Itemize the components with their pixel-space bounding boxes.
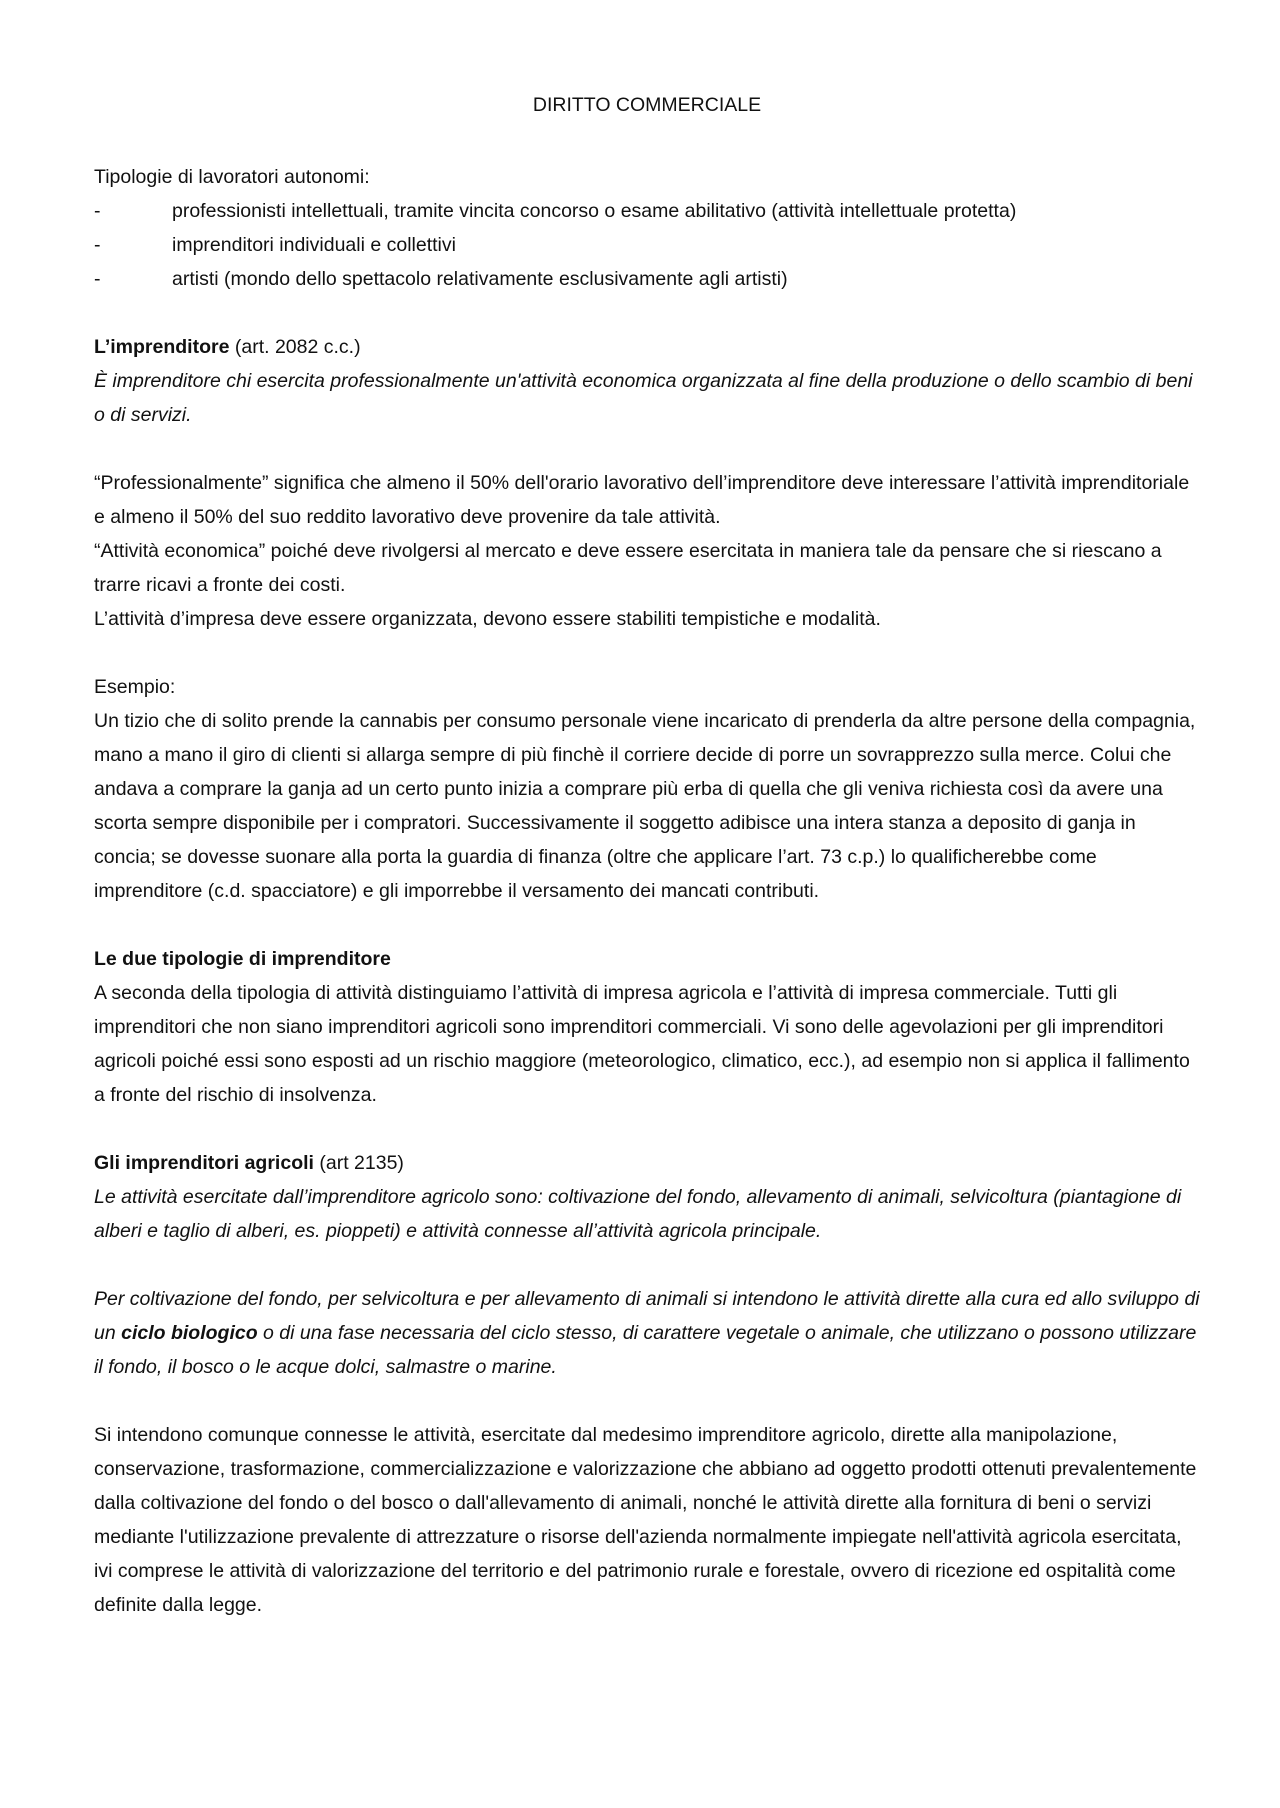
esempio-label: Esempio: bbox=[94, 676, 176, 698]
professionalmente-paragraph: “Professionalmente” significa che almeno il 50% dell'orario lavorativo dell’imprenditore deve interessare l’attività imprenditoriale e almeno il 50% del suo reddito lavorativo deve provenire da tale attività. bbox=[94, 472, 1190, 528]
list-item bbox=[94, 262, 1200, 296]
list-dash: - bbox=[94, 234, 101, 256]
p2-after: o di una fase necessaria del ciclo stesso, di carattere vegetale o animale, che utilizzano o possono utilizzare il fondo, il bosco o le acque dolci, salmastre o marine. bbox=[94, 1322, 1197, 1378]
agricoli-heading bbox=[94, 1146, 1200, 1180]
agricoli-paragraph-2 bbox=[94, 1282, 1200, 1384]
list-item bbox=[94, 194, 1200, 228]
list-item-text: imprenditori individuali e collettivi bbox=[172, 234, 456, 256]
list-item-text: professionisti intellettuali, tramite vincita concorso o esame abilitativo (attività intellettuale protetta) bbox=[172, 200, 1017, 222]
list-item bbox=[94, 228, 1200, 262]
heading-ref: (art 2135) bbox=[313, 1152, 404, 1174]
heading-bold: Gli imprenditori agricoli bbox=[94, 1152, 314, 1174]
list-dash: - bbox=[94, 200, 101, 222]
document-page bbox=[94, 88, 1200, 1622]
attivita-economica-paragraph: “Attività economica” poiché deve rivolgersi al mercato e deve essere esercitata in maniera tale da pensare che si riescano a trarre ricavi a fronte dei costi. bbox=[94, 540, 1162, 596]
ciclo-biologico-term: ciclo biologico bbox=[121, 1322, 258, 1344]
list-dash: - bbox=[94, 268, 101, 290]
agricoli-paragraph-1: Le attività esercitate dall’imprenditore agricolo sono: coltivazione del fondo, allevamento di animali, selvicoltura (piantagione di alberi e taglio di alberi, es. pioppeti) e attività connesse all’attività agricola principale. bbox=[94, 1186, 1182, 1242]
heading-bold: L’imprenditore bbox=[94, 336, 230, 358]
worker-types-list bbox=[94, 194, 1200, 296]
heading-ref: (art. 2082 c.c.) bbox=[229, 336, 361, 358]
intro-heading: Tipologie di lavoratori autonomi: bbox=[94, 166, 370, 188]
imprenditore-definition: È imprenditore chi esercita professionalmente un'attività economica organizzata al fine della produzione o dello scambio di beni o di servizi. bbox=[94, 370, 1193, 426]
tipologie-text: A seconda della tipologia di attività distinguiamo l’attività di impresa agricola e l’attività di impresa commerciale. Tutti gli imprenditori che non siano imprenditori agricoli sono imprenditori commerciali. Vi sono delle agevolazioni per gli imprenditori agricoli poiché essi sono esposti ad un rischio maggiore (meteorologico, climatico, ecc.), ad esempio non si applica il fallimento a fronte del rischio di insolvenza. bbox=[94, 982, 1190, 1106]
organizzata-paragraph: L’attività d’impresa deve essere organizzata, devono essere stabiliti tempistiche e modalità. bbox=[94, 608, 881, 630]
esempio-text: Un tizio che di solito prende la cannabis per consumo personale viene incaricato di prenderla da altre persone della compagnia, mano a mano il giro di clienti si allarga sempre di più finchè il corriere decide di porre un sovrapprezzo sulla merce. Colui che andava a comprare la ganja ad un certo punto inizia a comprare più erba di quella che gli veniva richiesta così da avere una scorta sempre disponibile per i compratori. Successivamente il soggetto adibisce una intera stanza a deposito di ganja in concia; se dovesse suonare alla porta la guardia di finanza (oltre che applicare l’art. 73 c.p.) lo qualificherebbe come imprenditore (c.d. spacciatore) e gli imporrebbe il versamento dei mancati contributi. bbox=[94, 710, 1196, 902]
document-title: DIRITTO COMMERCIALE bbox=[532, 94, 762, 116]
p2-before: Per coltivazione del fondo, per selvicoltura e per allevamento di animali si intendono le attività dirette alla cura ed allo sviluppo di un bbox=[94, 1288, 1200, 1344]
agricoli-paragraph-3: Si intendono comunque connesse le attività, esercitate dal medesimo imprenditore agricolo, dirette alla manipolazione, conservazione, trasformazione, commercializzazione e valorizzazione che abbiano ad oggetto prodotti ottenuti prevalentemente dalla coltivazione del fondo o del bosco o dall'allevamento di animali, nonché le attività dirette alla fornitura di beni o servizi mediante l'utilizzazione prevalente di attrezzature o risorse dell'azienda normalmente impiegate nell'attività agricola esercitata, ivi comprese le attività di valorizzazione del territorio e del patrimonio rurale e forestale, ovvero di ricezione ed ospitalità come definite dalla legge. bbox=[94, 1424, 1197, 1616]
tipologie-heading: Le due tipologie di imprenditore bbox=[94, 948, 391, 970]
list-item-text: artisti (mondo dello spettacolo relativamente esclusivamente agli artisti) bbox=[172, 268, 788, 290]
imprenditore-heading bbox=[94, 330, 1200, 364]
